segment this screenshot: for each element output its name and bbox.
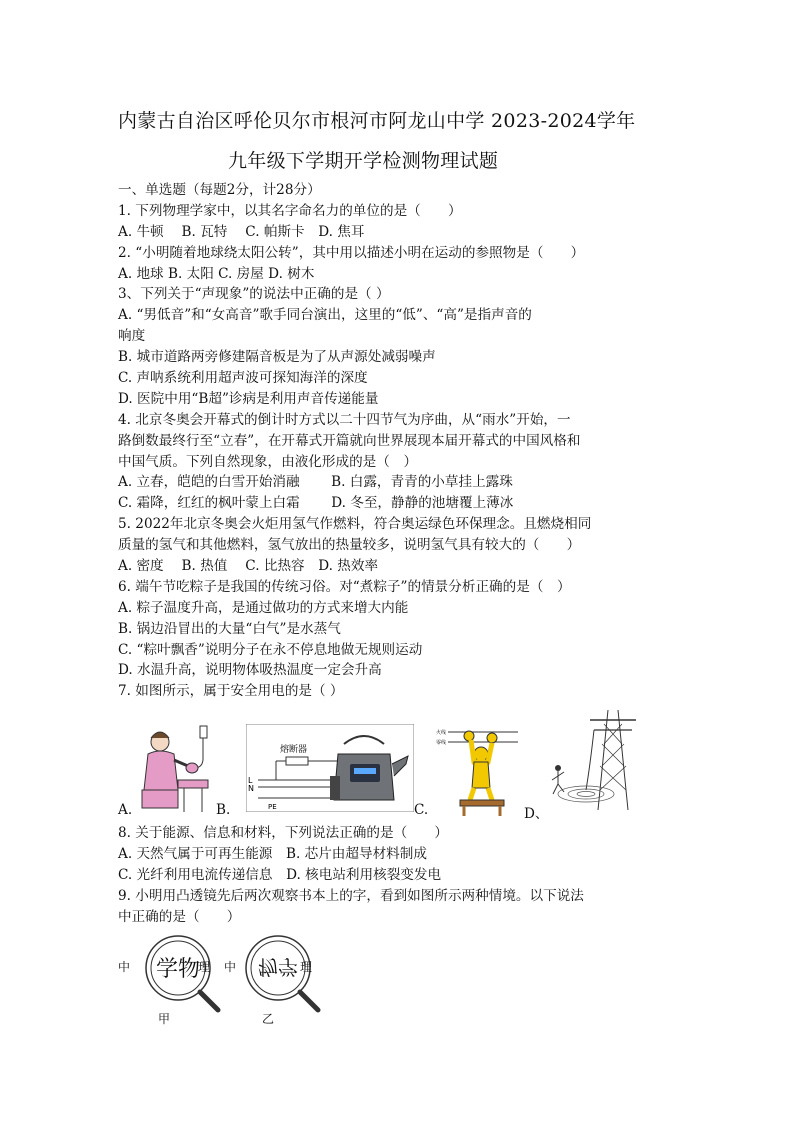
figure-b-label: B. [216,802,231,818]
q9-figure [118,930,378,1030]
q1-options: A. 牛顿 B. 瓦特 C. 帕斯卡 D. 焦耳 [118,223,365,240]
lens-b-inverted: 物学 [258,955,298,979]
figure-c-label: C. [414,802,429,818]
lens-b-right-char: 理 [300,960,313,974]
lens-a-right-char: 理 [198,960,211,974]
title-line-2: 九年级下学期开学检测物理试题 [228,150,499,172]
q8-options-ab: A. 天然气属于可再生能源 B. 芯片由超导材料制成 [118,845,427,862]
figure-a-woman-hairdryer [138,720,218,816]
question-block-1 [118,180,678,702]
wire-live: 火线 [436,730,447,736]
q6-option-d: D. 水温升高，说明物体吸热温度一定会升高 [118,662,382,679]
q6-option-a: A. 粽子温度升高，是通过做功的方式来增大内能 [118,599,409,616]
title-line-1: 内蒙古自治区呼伦贝尔市根河市阿龙山中学 2023-2024学年 [118,110,636,132]
lens-a-left-char: 中 [118,960,131,974]
wire-l: L [248,776,253,785]
q9-stem-1: 9. 小明用凸透镜先后两次观察书本上的字，看到如图所示两种情境。以下说法 [118,887,584,904]
figure-c-person-wires [436,720,518,816]
q7-figures [118,706,678,826]
q1-stem: 1. 下列物理学家中，以其名字命名力的单位的是（ ） [118,202,462,219]
lens-b-caption: 乙 [262,1012,275,1026]
q6-option-b: B. 锅边沿冒出的大量“白气”是水蒸气 [118,620,341,637]
question-block-2 [118,823,678,927]
figure-d-power-tower [546,706,646,816]
q2-options: A. 地球 B. 太阳 C. 房屋 D. 树木 [118,265,315,282]
q4-stem-2: 路倒数最终行至“立春”，在开幕式开篇就向世界展现本届开幕式的中国风格和 [118,432,581,449]
q8-options-cd: C. 光纤利用电流传递信息 D. 核电站利用核裂变发电 [118,866,442,883]
wire-n: N [248,784,254,793]
q3-option-a: A. “男低音”和“女高音”歌手同台演出，这里的“低”、“高”是指声音的 [118,307,532,324]
q3-option-b: B. 城市道路两旁修建隔音板是为了从声源处减弱噪声 [118,349,436,366]
q2-stem: 2. “小明随着地球绕太阳公转”，其中用以描述小明在运动的参照物是（ ） [118,244,585,261]
q5-stem-2: 质量的氢气和其他燃料，氢气放出的热量较多，说明氢气具有较大的（ ） [118,537,581,554]
q6-stem: 6. 端午节吃粽子是我国的传统习俗。对“煮粽子”的情景分析正确的是（ ） [118,578,571,595]
figure-a-label: A. [118,802,133,818]
figure-b-kettle-fuse [246,724,414,812]
q3-stem: 3、下列关于“声现象”的说法中正确的是（ ） [118,286,390,303]
wire-neutral: 零线 [436,740,447,746]
lens-a-caption: 甲 [158,1012,171,1026]
lens-b-left-char: 中 [224,960,237,974]
q3-option-d: D. 医院中用“B超”诊病是利用声音传递能量 [118,390,379,407]
q6-option-c: C. “粽叶飘香”说明分子在永不停息地做无规则运动 [118,641,423,658]
q4-stem-3: 中国气质。下列自然现象，由液化形成的是（ ） [118,453,418,470]
q4-options-cd: C. 霜降，红红的枫叶蒙上白霜 D. 冬至，静静的池塘覆上薄冰 [118,495,514,512]
q7-stem: 7. 如图所示，属于安全用电的是（ ） [118,683,344,700]
q3-option-c: C. 声呐系统利用超声波可探知海洋的深度 [118,370,368,387]
q4-stem-1: 4. 北京冬奥会开幕式的倒计时方式以二十四节气为序曲，从“雨水”开始，一 [118,411,571,428]
q3-option-a-cont: 响度 [118,328,146,345]
figure-d-label: D、 [524,806,549,822]
q9-stem-2: 中正确的是（ ） [118,908,241,925]
wire-pe: PE [268,803,277,811]
q5-options: A. 密度 B. 热值 C. 比热容 D. 热效率 [118,558,379,575]
section-heading: 一、单选题（每题2分，计28分） [118,182,321,198]
q8-stem: 8. 关于能源、信息和材料，下列说法正确的是（ ） [118,825,448,841]
fuse-label: 熔断器 [280,745,308,755]
q4-options-ab: A. 立春，皑皑的白雪开始消融 B. 白露，青青的小草挂上露珠 [118,474,513,491]
q5-stem-1: 5. 2022年北京冬奥会火炬用氢气作燃料，符合奥运绿色环保理念。且燃烧相同 [118,516,592,533]
lens-a-magnified: 学物 [156,957,201,982]
